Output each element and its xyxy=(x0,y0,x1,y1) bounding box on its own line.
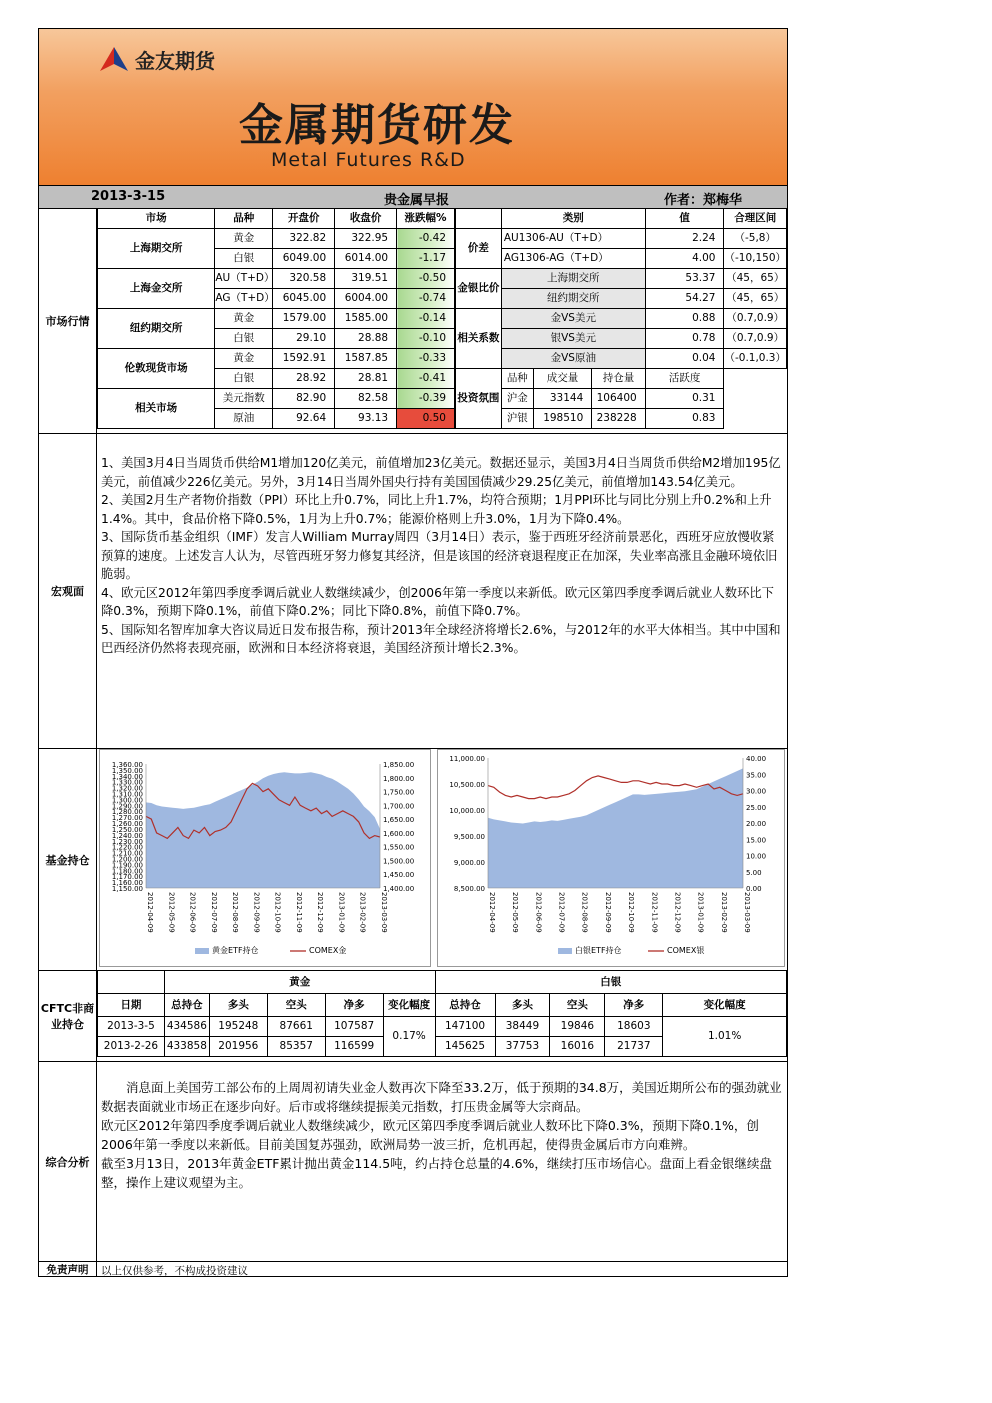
right-tick-label: 1,700.00 xyxy=(383,802,415,811)
sentiment-label: 投资氛围 xyxy=(456,369,502,429)
sentiment-header: 成交量 xyxy=(533,369,591,389)
header-banner xyxy=(39,29,787,185)
report-date: 2013-3-15 xyxy=(91,189,166,204)
x-tick-label: 2012-11-09 xyxy=(650,892,659,933)
market-header: 开盘价 xyxy=(273,209,335,229)
change-pct: 0.50 xyxy=(397,409,455,429)
item-name: 白银 xyxy=(215,369,273,389)
close-price: 6014.00 xyxy=(335,249,397,269)
right-tick-label: 1,500.00 xyxy=(383,857,415,866)
summary-section xyxy=(39,1061,787,1261)
cftc-g_total: 433858 xyxy=(164,1037,209,1057)
left-tick-label: 1,310.00 xyxy=(111,790,143,799)
section-label-macro: 宏观面 xyxy=(39,434,97,748)
market-name: 相关市场 xyxy=(98,389,215,429)
left-tick-label: 1,220.00 xyxy=(111,843,143,852)
indicator-category: 金VS美元 xyxy=(501,309,645,329)
market-header: 收盘价 xyxy=(335,209,397,229)
left-tick-label: 1,190.00 xyxy=(111,861,143,870)
macro-paragraph: 5、国际知名智库加拿大咨议局近日发布报告称，预计2013年全球经济将增长2.6%，与2012年的水平大体相当。其中中国和巴西经济仍然将表现亮丽，欧洲和日本经济将衰退，美国经济预计增长2.3%。 xyxy=(101,622,781,655)
cftc-s_total: 147100 xyxy=(435,1017,495,1037)
left-tick-label: 1,320.00 xyxy=(111,784,143,793)
left-tick-label: 9,000.00 xyxy=(453,859,485,867)
indicator-range: （-0.1,0.3） xyxy=(724,349,787,369)
x-tick-label: 2013-02-09 xyxy=(358,892,367,933)
left-tick-label: 1,210.00 xyxy=(111,849,143,858)
left-tick-label: 1,270.00 xyxy=(111,814,143,823)
market-header: 品种 xyxy=(215,209,273,229)
table-row xyxy=(98,389,455,409)
x-tick-label: 2012-05-09 xyxy=(511,892,520,933)
cftc-header: 日期 xyxy=(98,994,165,1017)
right-tick-label: 15.00 xyxy=(746,836,767,845)
x-tick-label: 2012-10-09 xyxy=(627,892,636,933)
left-tick-label: 1,170.00 xyxy=(111,873,143,882)
indicator-value: 2.24 xyxy=(645,229,724,249)
etf-area xyxy=(488,768,743,888)
market-table xyxy=(97,208,455,429)
indicator-category: 金VS原油 xyxy=(501,349,645,369)
item-name: 白银 xyxy=(215,249,273,269)
x-tick-label: 2013-01-09 xyxy=(696,892,705,933)
cftc-s_net: 18603 xyxy=(605,1017,663,1037)
item-name: 原油 xyxy=(215,409,273,429)
sentiment-vol: 198510 xyxy=(533,409,591,429)
change-pct: -0.39 xyxy=(397,389,455,409)
section-label-disclaimer: 免责声明 xyxy=(39,1262,97,1277)
change-pct: -1.17 xyxy=(397,249,455,269)
open-price: 6049.00 xyxy=(273,249,335,269)
change-pct: -0.74 xyxy=(397,289,455,309)
item-name: AG（T+D） xyxy=(215,289,273,309)
disclaimer-text: 以上仅供参考，不构成投资建议 xyxy=(101,1265,248,1277)
macro-paragraph: 2、美国2月生产者物价指数（PPI）环比上升0.7%，同比上升1.7%，均符合预期；1月PPI环比与同比分别上升0.2%和上升1.4%。其中，食品价格下降0.5%，1月为上升0.7%；能源价格则上升3.0%，1月为下降0.4%。 xyxy=(101,493,772,526)
right-tick-label: 1,850.00 xyxy=(383,761,415,769)
cftc-s_long: 38449 xyxy=(495,1017,550,1037)
left-tick-label: 1,350.00 xyxy=(111,766,143,775)
x-tick-label: 2012-07-09 xyxy=(209,892,218,933)
left-tick-label: 1,280.00 xyxy=(111,808,143,817)
table-row xyxy=(98,1017,787,1037)
gold-etf-chart-svg xyxy=(100,750,430,966)
logo-text: 金友期货 xyxy=(135,48,215,73)
x-tick-label: 2012-10-09 xyxy=(273,892,282,933)
table-row xyxy=(98,229,455,249)
item-name: 黄金 xyxy=(215,309,273,329)
table-row xyxy=(98,349,455,369)
x-tick-label: 2012-12-09 xyxy=(316,892,325,933)
item-name: 黄金 xyxy=(215,349,273,369)
table-row xyxy=(456,409,787,429)
x-tick-label: 2012-05-09 xyxy=(167,892,176,933)
indicator-header: 值 xyxy=(645,209,724,229)
market-name: 纽约期交所 xyxy=(98,309,215,349)
indicator-value: 0.78 xyxy=(645,329,724,349)
open-price: 82.90 xyxy=(273,389,335,409)
indicator-value: 0.88 xyxy=(645,309,724,329)
indicator-table xyxy=(455,208,787,429)
summary-paragraph: 消息面上美国劳工部公布的上周周初请失业金人数再次下降至33.2万，低于预期的34.8万，美国近期所公布的强劲就业数据表面就业市场正在逐步向好。后市或将继续提振美元指数，打压贵金属等大宗商品。 xyxy=(101,1080,782,1114)
table-row xyxy=(456,389,787,409)
cftc-date: 2013-2-26 xyxy=(98,1037,165,1057)
table-row xyxy=(98,269,455,289)
silver-etf-chart-svg xyxy=(438,750,784,966)
sentiment-item: 沪银 xyxy=(501,409,533,429)
open-price: 322.82 xyxy=(273,229,335,249)
cftc-g_net: 116599 xyxy=(325,1037,383,1057)
close-price: 319.51 xyxy=(335,269,397,289)
sentiment-header: 活跃度 xyxy=(645,369,724,389)
legend-label: COMEX银 xyxy=(667,946,705,955)
right-tick-label: 5.00 xyxy=(746,868,762,877)
left-tick-label: 1,240.00 xyxy=(111,831,143,840)
close-price: 1585.00 xyxy=(335,309,397,329)
indicator-range: （45，65） xyxy=(724,269,787,289)
open-price: 92.64 xyxy=(273,409,335,429)
left-tick-label: 10,000.00 xyxy=(449,807,485,815)
x-tick-label: 2012-08-09 xyxy=(231,892,240,933)
cftc-header: 净多 xyxy=(325,994,383,1017)
table-row xyxy=(456,309,787,329)
x-tick-label: 2013-01-09 xyxy=(337,892,346,933)
sentiment-act: 0.83 xyxy=(645,409,724,429)
info-bar xyxy=(39,185,787,209)
left-tick-label: 1,360.00 xyxy=(111,761,143,769)
left-tick-label: 11,000.00 xyxy=(449,755,485,763)
right-tick-label: 1,550.00 xyxy=(383,843,415,852)
close-price: 28.81 xyxy=(335,369,397,389)
table-row xyxy=(456,229,787,249)
indicator-group-label: 金银比价 xyxy=(456,269,502,309)
legend-swatch-area xyxy=(195,948,209,954)
x-tick-label: 2012-09-09 xyxy=(252,892,261,933)
cftc-header: 净多 xyxy=(605,994,663,1017)
right-tick-label: 1,450.00 xyxy=(383,871,415,880)
left-tick-label: 8,500.00 xyxy=(453,885,485,893)
sentiment-oi: 106400 xyxy=(592,389,645,409)
cftc-header: 总持仓 xyxy=(435,994,495,1017)
change-pct: -0.10 xyxy=(397,329,455,349)
cftc-header: 总持仓 xyxy=(164,994,209,1017)
legend-label: COMEX金 xyxy=(309,946,347,955)
x-tick-label: 2012-11-09 xyxy=(294,892,303,933)
indicator-range: （-5,8） xyxy=(724,229,787,249)
table-row xyxy=(456,249,787,269)
right-tick-label: 1,600.00 xyxy=(383,829,415,838)
cftc-g_short: 85357 xyxy=(267,1037,325,1057)
disclaimer-section xyxy=(39,1261,787,1277)
report-title-cn: 金属期货研发 xyxy=(239,100,515,151)
table-row xyxy=(456,269,787,289)
market-header: 涨跌幅% xyxy=(397,209,455,229)
table-row xyxy=(456,289,787,309)
right-tick-label: 1,650.00 xyxy=(383,816,415,825)
indicator-range: （0.7,0.9） xyxy=(724,309,787,329)
table-row xyxy=(456,329,787,349)
item-name: 美元指数 xyxy=(215,389,273,409)
report-author: 作者：郑梅华 xyxy=(664,193,743,208)
section-label-market: 市场行情 xyxy=(39,208,97,433)
report-sheet xyxy=(38,28,788,1277)
indicator-range: （45，65） xyxy=(724,289,787,309)
legend-swatch-area xyxy=(558,948,572,954)
x-tick-label: 2012-08-09 xyxy=(580,892,589,933)
corner-cell xyxy=(456,209,502,229)
right-tick-label: 1,800.00 xyxy=(383,774,415,783)
left-tick-label: 1,230.00 xyxy=(111,837,143,846)
cftc-header: 多头 xyxy=(209,994,267,1017)
market-name: 上海期交所 xyxy=(98,229,215,269)
close-price: 1587.85 xyxy=(335,349,397,369)
open-price: 320.58 xyxy=(273,269,335,289)
cftc-g_long: 201956 xyxy=(209,1037,267,1057)
open-price: 1579.00 xyxy=(273,309,335,329)
right-tick-label: 0.00 xyxy=(746,885,762,893)
gold-header: 黄金 xyxy=(164,971,435,994)
left-tick-label: 1,160.00 xyxy=(111,879,143,888)
corner-cell xyxy=(98,971,165,994)
cftc-section xyxy=(39,970,787,1061)
macro-section xyxy=(39,433,787,748)
left-tick-label: 10,500.00 xyxy=(449,781,485,789)
market-section xyxy=(39,208,787,433)
right-tick-label: 10.00 xyxy=(746,852,767,861)
indicator-value: 54.27 xyxy=(645,289,724,309)
change-pct: -0.50 xyxy=(397,269,455,289)
macro-paragraph: 3、国际货币基金组织（IMF）发言人William Murray周四（3月14日）表示，鉴于西班牙经济前景恶化，西班牙应放慢收紧预算的速度。上述发言人认为，尽管西班牙努力修复其经济，但是该国的经济衰退程度正在加深，失业率高涨且金融环境依旧脆弱。 xyxy=(101,530,778,581)
sentiment-item: 沪金 xyxy=(501,389,533,409)
left-tick-label: 1,180.00 xyxy=(111,867,143,876)
change-pct: -0.42 xyxy=(397,229,455,249)
indicator-category: 上海期交所 xyxy=(501,269,645,289)
left-tick-label: 1,250.00 xyxy=(111,825,143,834)
summary-text xyxy=(101,1078,785,1192)
etf-area xyxy=(146,772,380,888)
left-tick-label: 9,500.00 xyxy=(453,833,485,841)
indicator-value: 4.00 xyxy=(645,249,724,269)
cftc-header: 变化幅度 xyxy=(663,994,787,1017)
cftc-header: 多头 xyxy=(495,994,550,1017)
right-tick-label: 35.00 xyxy=(746,771,767,780)
item-name: 白银 xyxy=(215,329,273,349)
indicator-range: （-10,150） xyxy=(724,249,787,269)
open-price: 28.92 xyxy=(273,369,335,389)
indicator-header: 合理区间 xyxy=(724,209,787,229)
left-tick-label: 1,340.00 xyxy=(111,772,143,781)
legend-label: 白银ETF持仓 xyxy=(575,946,622,955)
logo xyxy=(99,43,215,75)
indicator-value: 0.04 xyxy=(645,349,724,369)
cftc-s_long: 37753 xyxy=(495,1037,550,1057)
change-pct: -0.14 xyxy=(397,309,455,329)
indicator-category: AG1306-AG（T+D） xyxy=(501,249,645,269)
x-tick-label: 2012-04-09 xyxy=(146,892,154,933)
x-tick-label: 2012-12-09 xyxy=(673,892,682,933)
open-price: 29.10 xyxy=(273,329,335,349)
right-tick-label: 30.00 xyxy=(746,787,767,796)
section-label-cftc: CFTC非商业持仓 xyxy=(39,971,97,1061)
x-tick-label: 2013-02-09 xyxy=(719,892,728,933)
cftc-g_total: 434586 xyxy=(164,1017,209,1037)
x-tick-label: 2012-06-09 xyxy=(534,892,543,933)
x-tick-label: 2013-03-09 xyxy=(743,892,751,933)
close-price: 6004.00 xyxy=(335,289,397,309)
item-name: AU（T+D） xyxy=(215,269,273,289)
cftc-s_short: 16016 xyxy=(550,1037,605,1057)
market-name: 上海金交所 xyxy=(98,269,215,309)
change-pct: -0.41 xyxy=(397,369,455,389)
report-name: 贵金属早报 xyxy=(384,193,450,208)
indicator-value: 53.37 xyxy=(645,269,724,289)
table-row xyxy=(456,349,787,369)
legend-label: 黄金ETF持仓 xyxy=(212,946,259,955)
silver-change: 1.01% xyxy=(663,1017,787,1057)
sentiment-header: 持仓量 xyxy=(592,369,645,389)
close-price: 93.13 xyxy=(335,409,397,429)
indicator-category: 纽约期交所 xyxy=(501,289,645,309)
report-title-en: Metal Futures R&D xyxy=(271,149,466,171)
market-name: 伦敦现货市场 xyxy=(98,349,215,389)
indicator-range: （0.7,0.9） xyxy=(724,329,787,349)
right-tick-label: 40.00 xyxy=(746,755,767,763)
sentiment-act: 0.31 xyxy=(645,389,724,409)
indicator-header: 类别 xyxy=(501,209,645,229)
x-tick-label: 2013-03-09 xyxy=(380,892,388,933)
macro-paragraph: 1、美国3月4日当周货币供给M1增加120亿美元，前值增加23亿美元。数据还显示，美国3月4日当周货币供给M2增加195亿美元，前值减少226亿美元。另外，3月14日当周外国央行持有美国国债减少29.25亿美元，前值增加143.54亿美元。 xyxy=(101,456,781,489)
cftc-header: 空头 xyxy=(550,994,605,1017)
cftc-g_short: 87661 xyxy=(267,1017,325,1037)
silver-etf-chart xyxy=(437,749,785,967)
section-label-summary: 综合分析 xyxy=(39,1062,97,1261)
item-name: 黄金 xyxy=(215,229,273,249)
gold-etf-chart xyxy=(99,749,431,967)
macro-text xyxy=(101,454,785,658)
cftc-header: 空头 xyxy=(267,994,325,1017)
cftc-s_total: 145625 xyxy=(435,1037,495,1057)
table-row xyxy=(98,309,455,329)
silver-header: 白银 xyxy=(435,971,786,994)
close-price: 322.95 xyxy=(335,229,397,249)
cftc-table xyxy=(97,970,787,1057)
right-tick-label: 1,750.00 xyxy=(383,788,415,797)
cftc-g_net: 107587 xyxy=(325,1017,383,1037)
indicator-group-label: 价差 xyxy=(456,229,502,269)
x-tick-label: 2012-07-09 xyxy=(557,892,566,933)
indicator-category: 银VS美元 xyxy=(501,329,645,349)
change-pct: -0.33 xyxy=(397,349,455,369)
open-price: 1592.91 xyxy=(273,349,335,369)
sentiment-vol: 33144 xyxy=(533,389,591,409)
left-tick-label: 1,200.00 xyxy=(111,855,143,864)
section-label-fund: 基金持仓 xyxy=(39,749,97,970)
cftc-g_long: 195248 xyxy=(209,1017,267,1037)
right-tick-label: 1,400.00 xyxy=(383,885,415,893)
cftc-s_net: 21737 xyxy=(605,1037,663,1057)
macro-paragraph: 4、欧元区2012年第四季度季调后就业人数继续减少，创2006年第一季度以来新低。欧元区第四季度季调后就业人数环比下降0.3%，预期下降0.1%，前值下降0.2%；同比下降0.8%，前值下降0.7%。 xyxy=(101,585,774,618)
sentiment-oi: 238228 xyxy=(592,409,645,429)
summary-paragraph: 欧元区2012年第四季度季调后就业人数继续减少，欧元区第四季度季调后就业人数环比下降0.3%，预期下降0.1%，创2006年第一季度以来新低。目前美国复苏强劲，欧洲局势一波三折，危机再起，使得贵金属后市方向难辨。 xyxy=(101,1118,759,1152)
x-tick-label: 2012-09-09 xyxy=(603,892,612,933)
gold-change: 0.17% xyxy=(383,1017,435,1057)
left-tick-label: 1,330.00 xyxy=(111,778,143,787)
indicator-group-label: 相关系数 xyxy=(456,309,502,369)
close-price: 28.88 xyxy=(335,329,397,349)
logo-icon xyxy=(99,46,129,72)
left-tick-label: 1,150.00 xyxy=(111,885,143,893)
indicator-category: AU1306-AU（T+D） xyxy=(501,229,645,249)
open-price: 6045.00 xyxy=(273,289,335,309)
left-tick-label: 1,260.00 xyxy=(111,820,143,829)
cftc-s_short: 19846 xyxy=(550,1017,605,1037)
fund-section xyxy=(39,748,787,970)
cftc-date: 2013-3-5 xyxy=(98,1017,165,1037)
right-tick-label: 20.00 xyxy=(746,820,767,828)
cftc-header: 变化幅度 xyxy=(383,994,435,1017)
right-tick-label: 25.00 xyxy=(746,803,767,812)
left-tick-label: 1,290.00 xyxy=(111,802,143,811)
x-tick-label: 2012-04-09 xyxy=(488,892,496,933)
left-tick-label: 1,300.00 xyxy=(111,796,143,805)
market-header: 市场 xyxy=(98,209,215,229)
summary-paragraph: 截至3月13日，2013年黄金ETF累计抛出黄金114.5吨，约占持仓总量的4.6%，继续打压市场信心。盘面上看金银继续盘整，操作上建议观望为主。 xyxy=(101,1156,772,1190)
x-tick-label: 2012-06-09 xyxy=(188,892,197,933)
sentiment-header: 品种 xyxy=(501,369,533,389)
close-price: 82.58 xyxy=(335,389,397,409)
